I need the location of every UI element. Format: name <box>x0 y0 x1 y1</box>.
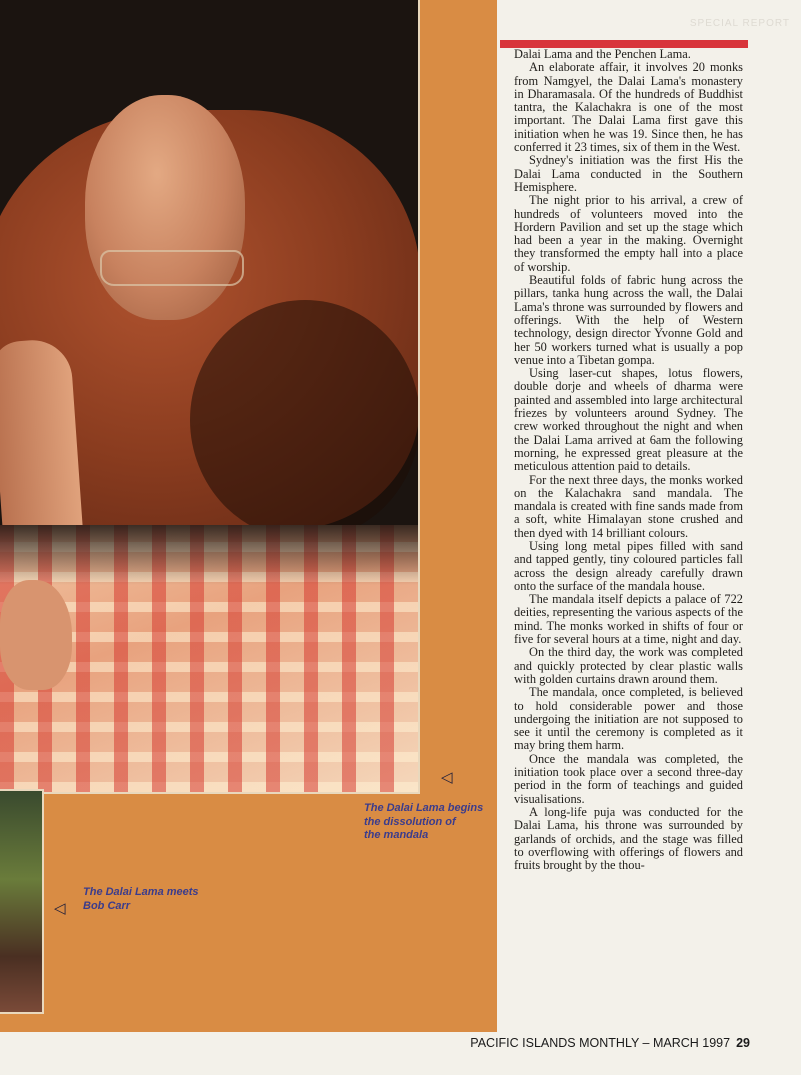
article-paragraph: The night prior to his arrival, a crew of hundreds of volunteers moved into the Hordern Pavilion and set up the stage which had been a year in the making. Overnight they transformed the empty hall into a place of worship. <box>514 193 743 274</box>
article-paragraph: Using long metal pipes filled with sand and tapped gently, tiny coloured particles fall across the design already carefully drawn onto the surface of the mandala house. <box>514 538 743 593</box>
article-paragraph: Sydney's initiation was the first His the Dalai Lama conducted in the Southern Hemisphere. <box>514 153 743 194</box>
caption-inset-photo <box>83 886 199 913</box>
article-column <box>514 48 743 872</box>
article-paragraph: For the next three days, the monks worked on the Kalachakra sand mandala. The mandala is created with fine sands made from a soft, white Himalayan stone crushed and then dyed with 14 brilliant colours. <box>514 472 743 540</box>
article-paragraph: On the third day, the work was completed and quickly protected by clear plastic walls with golden curtains drawn around them. <box>514 645 743 686</box>
caption-line: The Dalai Lama begins <box>364 802 484 814</box>
caption-pointer-icon: ◁ <box>441 768 453 786</box>
caption-line: the mandala <box>364 829 429 841</box>
article-paragraph: Dalai Lama and the Penchen Lama. <box>514 47 691 61</box>
photo-bob-carr-meeting <box>0 789 44 1014</box>
photo-hand <box>0 580 72 690</box>
photo-mandala-shadow <box>0 525 418 585</box>
publication-name: PACIFIC ISLANDS MONTHLY – MARCH 1997 <box>470 1036 731 1050</box>
page-footer <box>440 1036 750 1050</box>
caption-line: the dissolution of <box>364 815 456 828</box>
page-number: 29 <box>736 1036 750 1050</box>
running-header: SPECIAL REPORT <box>689 18 790 29</box>
photo-robe-shadow <box>190 300 420 540</box>
photo-glasses <box>100 250 244 286</box>
article-paragraph: The mandala, once completed, is believed to hold considerable power and those undergoing the initiation are not supposed to see it until the ceremony is completed as it may bring them harm. <box>514 685 743 753</box>
caption-line: Bob Carr <box>83 899 131 912</box>
article-paragraph: Beautiful folds of fabric hung across the pillars, tanka hung across the wall, the Dalai Lama's throne was surrounded by flowers and offerings. With the help of Western technology, design director Yvonne Gold and her 50 workers turned what is usually a pop venue into a Tibetan gompa. <box>514 273 743 367</box>
article-paragraph: Once the mandala was completed, the initiation took place over a second three-day period in the form of teachings and guided visualisations. <box>514 751 743 806</box>
article-paragraph: An elaborate affair, it involves 20 monks from Namgyel, the Dalai Lama's monastery in Dharamasala. Of the hundreds of Buddhist tantra, the Kalachakra is one of the most important. The Dalai Lama first gave this initiation when he was 19. Since then, he has conferred it 23 times, six of them in the West. <box>514 60 743 155</box>
article-paragraph: A long-life puja was conducted for the Dalai Lama, his throne was surrounded by garlands of orchids, and the stage was filled to overflowing with offerings of flowers and fruits brought by the thou- <box>514 804 743 873</box>
caption-pointer-icon: ◁ <box>54 899 66 917</box>
photo-dalai-lama-mandala <box>0 0 420 794</box>
caption-main-photo <box>364 802 483 843</box>
photo-head <box>85 95 245 320</box>
article-paragraph: Using laser-cut shapes, lotus flowers, double dorje and wheels of dharma were painted and assembled into large architectural friezes by volunteers around Sydney. The crew worked throughout the night and when the Dalai Lama arrived at 6am the following morning, he expressed great pleasure at the meticulous attention paid to details. <box>514 366 743 474</box>
article-paragraph: The mandala itself depicts a palace of 722 deities, representing the various aspects of the mind. The monks worked in shifts of four or five for several hours at a time, night and day. <box>514 592 743 647</box>
caption-line: The Dalai Lama meets <box>83 886 199 898</box>
